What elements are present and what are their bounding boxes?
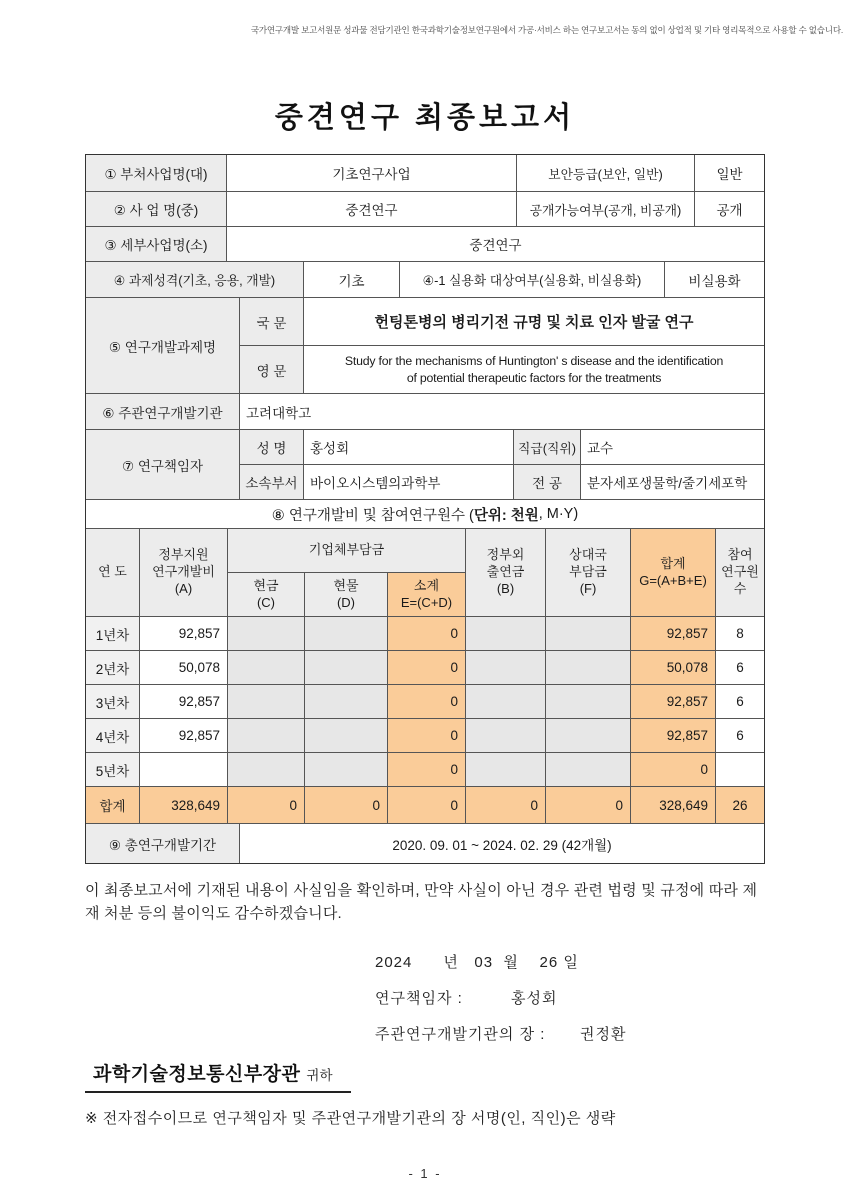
signature-pi-label: 연구책임자 : — [375, 990, 463, 1007]
value-sub-program: 중견연구 — [226, 227, 764, 261]
cell-partner — [545, 753, 630, 786]
cell-inkind — [304, 617, 387, 650]
budget-row-total — [86, 786, 764, 823]
project-title-english-row — [239, 345, 764, 393]
label-pi-name: 성 명 — [239, 430, 303, 464]
value-program-name: 중견연구 — [226, 192, 516, 226]
header-year: 연 도 — [86, 529, 139, 616]
budget-row-year1 — [86, 616, 764, 650]
value-english-title: Study for the mechanisms of Huntington' s disease and the identification of potential therapeutic factors for the treatments — [303, 346, 764, 393]
cell-inkind — [304, 651, 387, 684]
budget-title-suffix: , M·Y) — [538, 506, 579, 522]
budget-title-unit: 단위: 천원 — [473, 507, 539, 524]
cell-researchers: 8 — [715, 617, 764, 650]
value-disclosure: 공개 — [694, 192, 764, 226]
label-english-title: 영 문 — [239, 346, 303, 393]
row-program-name — [86, 191, 764, 226]
row-lead-institution — [86, 393, 764, 429]
budget-row-year3 — [86, 684, 764, 718]
label-project-title: ⑤ 연구개발과제명 — [86, 298, 239, 393]
cell-subtotal: 0 — [387, 617, 465, 650]
label-korean-title: 국 문 — [239, 298, 303, 345]
cell-gov: 50,078 — [139, 651, 227, 684]
label-ministry-program: ① 부처사업명(대) — [86, 155, 226, 191]
cell-gov: 92,857 — [139, 685, 227, 718]
cell-cash — [227, 753, 304, 786]
value-pi-major: 분자세포생물학/줄기세포학 — [580, 465, 764, 499]
cell-gov — [139, 753, 227, 786]
cell-nongov — [465, 685, 545, 718]
cell-cash — [227, 651, 304, 684]
cell-nongov — [465, 617, 545, 650]
signature-head-label: 주관연구개발기관의 장 : — [375, 1026, 546, 1043]
signature-date: 2024 년 03 월 26 일 — [375, 954, 579, 971]
cell-researchers: 6 — [715, 685, 764, 718]
value-pi-position: 교수 — [580, 430, 764, 464]
header-partner-funding: 상대국 부담금 (F) — [545, 529, 630, 616]
cell-nongov — [465, 719, 545, 752]
budget-row-year2 — [86, 650, 764, 684]
value-commercialization: 비실용화 — [664, 262, 764, 297]
cell-researchers — [715, 753, 764, 786]
label-program-name: ② 사 업 명(중) — [86, 192, 226, 226]
cell-cash — [227, 685, 304, 718]
label-security-grade: 보안등급(보안, 일반) — [516, 155, 694, 191]
cell-inkind — [304, 719, 387, 752]
row-sub-program — [86, 226, 764, 261]
cell-researchers: 6 — [715, 651, 764, 684]
label-disclosure: 공개가능여부(공개, 비공개) — [516, 192, 694, 226]
recipient-underline — [85, 1059, 351, 1093]
row-project-type — [86, 261, 764, 297]
label-lead-institution: ⑥ 주관연구개발기관 — [86, 394, 239, 429]
cell-gov: 92,857 — [139, 617, 227, 650]
value-korean-title: 헌팅톤병의 병리기전 규명 및 치료 인자 발굴 연구 — [303, 298, 764, 345]
header-company-top — [227, 529, 465, 572]
cell-year: 1년차 — [86, 617, 139, 650]
project-title-group — [239, 298, 764, 393]
budget-section-title — [86, 500, 764, 528]
label-principal-investigator: ⑦ 연구책임자 — [86, 430, 239, 499]
budget-header-row — [86, 528, 764, 616]
recipient-line — [85, 1059, 765, 1093]
budget-row-year4 — [86, 718, 764, 752]
recipient-honorific: 귀하 — [306, 1068, 333, 1083]
cell-gov: 328,649 — [139, 787, 227, 823]
cell-nongov: 0 — [465, 787, 545, 823]
cell-cash: 0 — [227, 787, 304, 823]
header-researchers: 참여 연구원수 — [715, 529, 764, 616]
row-project-title — [86, 297, 764, 393]
label-sub-program: ③ 세부사업명(소) — [86, 227, 226, 261]
project-title-korean-row — [239, 298, 764, 345]
header-company-group — [227, 529, 465, 616]
pi-detail-group — [239, 430, 764, 499]
value-pi-department: 바이오시스템의과학부 — [303, 465, 513, 499]
cell-partner: 0 — [545, 787, 630, 823]
cell-year: 5년차 — [86, 753, 139, 786]
page-number: - 1 - — [408, 1166, 442, 1181]
cell-partner — [545, 685, 630, 718]
label-pi-major: 전 공 — [513, 465, 580, 499]
cell-subtotal: 0 — [387, 685, 465, 718]
header-gov-funding: 정부지원 연구개발비 (A) — [139, 529, 227, 616]
cell-subtotal: 0 — [387, 787, 465, 823]
cell-cash — [227, 617, 304, 650]
cell-subtotal: 0 — [387, 719, 465, 752]
cell-total: 92,857 — [630, 719, 715, 752]
copyright-disclaimer: 국가연구개발 보고서원문 성과물 전담기관인 한국과학기술정보연구원에서 가공·서비스 하는 연구보고서는 동의 없이 상업적 및 기타 영리목적으로 사용할 수 없습니다. — [250, 25, 843, 35]
cell-inkind — [304, 685, 387, 718]
cell-total: 0 — [630, 753, 715, 786]
cell-nongov — [465, 753, 545, 786]
budget-title-prefix: ⑧ 연구개발비 및 참여연구원수 ( — [271, 507, 474, 524]
cell-inkind — [304, 753, 387, 786]
row-total-period — [86, 823, 764, 863]
signature-pi-name: 홍성회 — [511, 990, 558, 1007]
cell-subtotal: 0 — [387, 651, 465, 684]
cell-subtotal: 0 — [387, 753, 465, 786]
document-title: 중견연구 최종보고서 — [274, 102, 576, 134]
cell-researchers: 6 — [715, 719, 764, 752]
budget-section-title-row — [86, 499, 764, 528]
cell-total: 328,649 — [630, 787, 715, 823]
value-project-type: 기초 — [303, 262, 399, 297]
value-security-grade: 일반 — [694, 155, 764, 191]
signature-head-name: 권정환 — [580, 1026, 627, 1043]
header-subtotal: 소계 E=(C+D) — [387, 573, 465, 616]
label-project-type: ④ 과제성격(기초, 응용, 개발) — [86, 262, 303, 297]
cell-researchers: 26 — [715, 787, 764, 823]
electronic-submission-note: ※ 전자접수이므로 연구책임자 및 주관연구개발기관의 장 서명(인, 직인)은 생략 — [85, 1110, 616, 1127]
label-pi-position: 직급(직위) — [513, 430, 580, 464]
header-company-contribution: 기업체부담금 — [227, 529, 465, 572]
signature-pi-line — [375, 987, 765, 1008]
signature-block — [375, 951, 765, 1044]
value-pi-name: 홍성회 — [303, 430, 513, 464]
recipient-minister: 과학기술정보통신부장관 — [93, 1064, 301, 1085]
cell-cash — [227, 719, 304, 752]
header-company-bottom — [227, 572, 465, 616]
row-principal-investigator — [86, 429, 764, 499]
header-cash: 현금 (C) — [227, 573, 304, 616]
cell-nongov — [465, 651, 545, 684]
header-inkind: 현물 (D) — [304, 573, 387, 616]
signature-head-line — [375, 1023, 765, 1044]
cell-year: 3년차 — [86, 685, 139, 718]
cell-partner — [545, 617, 630, 650]
header-total: 합계 G=(A+B+E) — [630, 529, 715, 616]
declaration-statement: 이 최종보고서에 기재된 내용이 사실임을 확인하며, 만약 사실이 아닌 경우 관련 법령 및 규정에 따라 제재 처분 등의 불이익도 감수하겠습니다. — [85, 882, 758, 922]
pi-name-row — [239, 430, 764, 464]
cell-total: 50,078 — [630, 651, 715, 684]
report-summary-table — [85, 154, 765, 864]
label-total-period: ⑨ 총연구개발기간 — [86, 824, 239, 863]
header-nongov-funding: 정부외 출연금 (B) — [465, 529, 545, 616]
cell-year: 합계 — [86, 787, 139, 823]
label-commercialization: ④-1 실용화 대상여부(실용화, 비실용화) — [399, 262, 664, 297]
value-lead-institution: 고려대학고 — [239, 394, 764, 429]
cell-year: 2년차 — [86, 651, 139, 684]
pi-dept-row — [239, 464, 764, 499]
cell-total: 92,857 — [630, 617, 715, 650]
cell-gov: 92,857 — [139, 719, 227, 752]
cell-total: 92,857 — [630, 685, 715, 718]
cell-partner — [545, 719, 630, 752]
budget-row-year5 — [86, 752, 764, 786]
cell-inkind: 0 — [304, 787, 387, 823]
value-ministry-program: 기초연구사업 — [226, 155, 516, 191]
value-total-period: 2020. 09. 01 ~ 2024. 02. 29 (42개월) — [239, 824, 764, 863]
label-pi-department: 소속부서 — [239, 465, 303, 499]
row-ministry-program — [86, 155, 764, 191]
cell-partner — [545, 651, 630, 684]
cell-year: 4년차 — [86, 719, 139, 752]
